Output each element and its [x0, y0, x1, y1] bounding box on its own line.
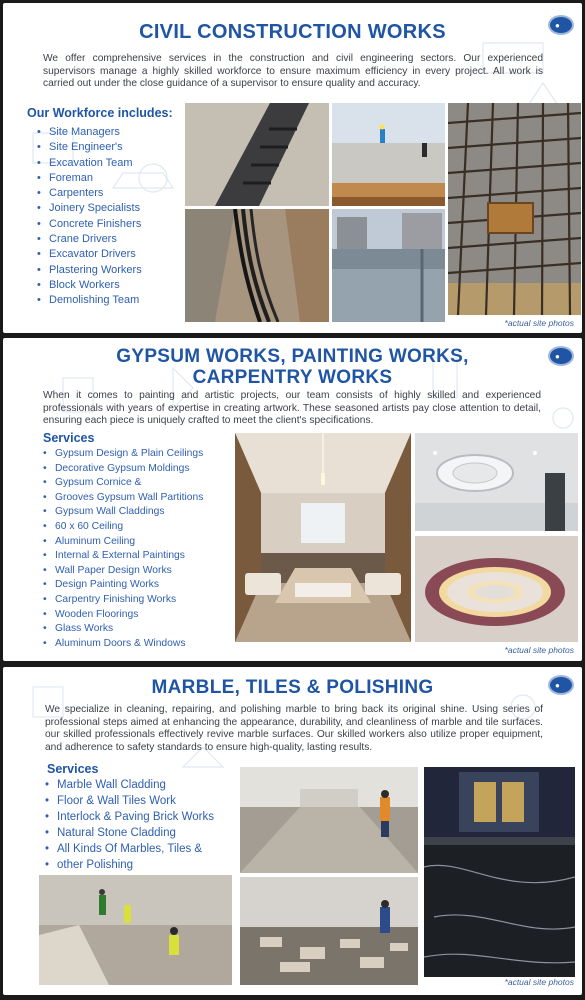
- list-item: • Design Painting Works: [43, 578, 203, 593]
- gypsum-title-line1: GYPSUM WORKS, PAINTING WORKS,: [116, 346, 469, 367]
- list-item: • Joinery Specialists: [37, 201, 142, 216]
- logo-icon: [553, 350, 569, 362]
- photo-wet-slab-site: [332, 209, 445, 322]
- list-item: • other Polishing: [45, 857, 214, 873]
- list-item: • Block Workers: [37, 278, 142, 293]
- photo-ceiling-led-rings: [415, 536, 578, 642]
- marble-photo-caption: *actual site photos: [504, 977, 574, 987]
- list-item: • Glass Works: [43, 622, 203, 637]
- civil-title: CIVIL CONSTRUCTION WORKS: [139, 21, 446, 43]
- list-item: • Wooden Floorings: [43, 608, 203, 623]
- photo-marble-hall: [240, 767, 418, 873]
- list-item: • Excavator Drivers: [37, 247, 142, 262]
- gypsum-photo-caption: *actual site photos: [504, 645, 574, 655]
- list-item: • Excavation Team: [37, 156, 142, 171]
- gypsum-title-line2: CARPENTRY WORKS: [192, 367, 393, 388]
- list-item: • Aluminum Ceiling: [43, 535, 203, 550]
- gypsum-services-list: [43, 447, 203, 651]
- list-item: • Floor & Wall Tiles Work: [45, 793, 214, 809]
- workforce-list: [37, 125, 142, 309]
- marble-title: MARBLE, TILES & POLISHING: [151, 677, 434, 698]
- list-item: • Site Engineer's: [37, 140, 142, 155]
- marble-description: We specialize in cleaning, repairing, and polishing marble to bring back its original shine. Using series of professional steps aimed at enhancing the appearance, durability, and cleanliness of marble and tile surfaces. our skilled professionals effectively revive marble surfaces. Our skilled workers also utilize proper equipment, and adherence to safety standards to ensure high-quality, lasting results.: [45, 704, 543, 753]
- list-item: • Grooves Gypsum Wall Partitions: [43, 491, 203, 506]
- list-item: • Interlock & Paving Brick Works: [45, 809, 214, 825]
- list-item: • Crane Drivers: [37, 232, 142, 247]
- gypsum-painting-panel: [3, 338, 582, 661]
- list-item: • Demolishing Team: [37, 293, 142, 308]
- civil-photo-caption: *actual site photos: [504, 318, 574, 328]
- company-logo: [548, 15, 574, 35]
- photo-drainage-grate: [185, 103, 329, 206]
- list-item: • Site Managers: [37, 125, 142, 140]
- photo-rebar-mesh: [448, 103, 581, 315]
- svg-text:●: ●: [555, 21, 560, 30]
- company-logo: [548, 346, 574, 366]
- logo-icon: [553, 19, 569, 31]
- list-item: • Decorative Gypsum Moldings: [43, 462, 203, 477]
- list-item: • All Kinds Of Marbles, Tiles &: [45, 841, 214, 857]
- list-item: • 60 x 60 Ceiling: [43, 520, 203, 535]
- marble-services-heading: Services: [47, 762, 99, 776]
- svg-text:●: ●: [555, 681, 560, 690]
- list-item: • Carpenters: [37, 186, 142, 201]
- list-item: • Carpentry Finishing Works: [43, 593, 203, 608]
- photo-tile-demolition: [240, 877, 418, 985]
- civil-description: We offer comprehensive services in the construction and civil engineering sectors. Our experienced supervisors manage a highly skilled workforce to ensure maximum efficiency in every project. All work is carried out under the close guidance of a supervisor to ensure quality and accuracy.: [43, 53, 543, 89]
- marble-services-list: [45, 777, 214, 873]
- list-item: • Aluminum Doors & Windows: [43, 637, 203, 652]
- photo-trench-pipes: [185, 209, 329, 322]
- list-item: • Marble Wall Cladding: [45, 777, 214, 793]
- list-item: • Gypsum Design & Plain Ceilings: [43, 447, 203, 462]
- logo-icon: [553, 679, 569, 691]
- list-item: • Gypsum Cornice &: [43, 476, 203, 491]
- workforce-heading: Our Workforce includes:: [27, 106, 173, 120]
- company-logo: [548, 675, 574, 695]
- svg-text:●: ●: [555, 352, 560, 361]
- list-item: • Foreman: [37, 171, 142, 186]
- civil-construction-panel: [3, 3, 582, 333]
- list-item: • Concrete Finishers: [37, 217, 142, 232]
- list-item: • Natural Stone Cladding: [45, 825, 214, 841]
- photo-tile-workers: [39, 875, 232, 985]
- photo-gypsum-ceiling: [415, 433, 578, 531]
- list-item: • Wall Paper Design Works: [43, 564, 203, 579]
- list-item: • Gypsum Wall Claddings: [43, 505, 203, 520]
- gypsum-services-heading: Services: [43, 431, 95, 445]
- photo-living-room-interior: [235, 433, 411, 642]
- list-item: • Internal & External Paintings: [43, 549, 203, 564]
- photo-polished-marble: [424, 767, 575, 977]
- marble-tiles-panel: [3, 667, 582, 995]
- gypsum-description: When it comes to painting and artistic projects, our team consists of highly skilled and experienced professionals with years of expertise in creating artwork. These seasoned artists pay close attention to detail, ensuring each piece is uniquely crafted to meet the client's specifications.: [43, 390, 541, 426]
- photo-concrete-formwork: [332, 103, 445, 206]
- list-item: • Plastering Workers: [37, 263, 142, 278]
